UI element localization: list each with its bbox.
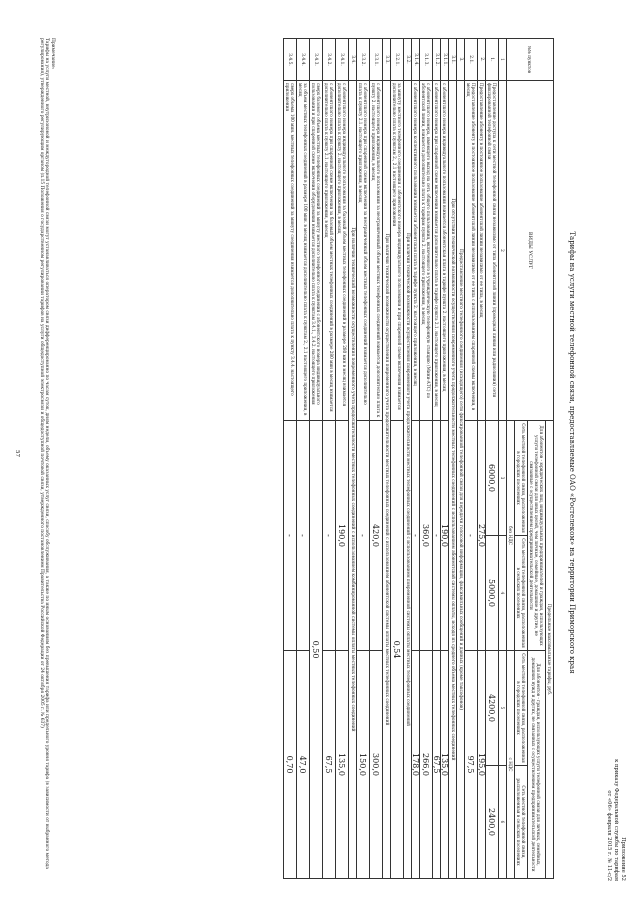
section-row xyxy=(457,39,465,879)
appendix-line-3: от «06» февраля 2015 г. № 11-с/2 xyxy=(606,790,612,881)
row-number: 3.4.2. xyxy=(323,39,336,81)
row-number: 2.1. xyxy=(465,39,478,81)
service-description: с абонентского номера индивидуального пользования взимается абонентская плата в тарифе пункта 2. настоящего приложения, в месяц xyxy=(441,81,449,421)
section-title: При наличии технической возможности осуществления повременного учета продолжительности местных телефонных соединений с использованием абонентской системы оплаты местных телефонных соединений xyxy=(383,81,391,879)
table-row xyxy=(478,39,486,879)
header-service: ВИДЫ УСЛУГ xyxy=(507,81,554,421)
tariff-value: - xyxy=(284,421,297,651)
row-number: 3.3.1. xyxy=(370,39,383,81)
tariff-value: - xyxy=(323,421,336,651)
column-index: 1 xyxy=(499,39,507,81)
tariff-value: - xyxy=(465,421,478,651)
service-description: с абонентского номера при спаренной схеме включения за неограниченный объем местных телефонных соединений взимается дополнительно плата к пункту 2.1. настоящего приложения, в месяц xyxy=(357,81,370,421)
row-number: 3.3.2. xyxy=(357,39,370,81)
tariff-value: 5000,0 xyxy=(486,536,499,651)
appendix-line-2: к приказу Федеральной службы по тарифам xyxy=(613,759,619,881)
service-description: с абонентского номера индивидуального пользования за базовый объем местных телефонных соединений в размере 280 мин в месяц взимается дополнительно плата к пункту 2. настоящего приложения, в месяц xyxy=(336,81,349,421)
table-row xyxy=(284,39,297,879)
column-index: 5 xyxy=(499,651,507,766)
page-number: 57 xyxy=(14,450,20,457)
header-tariffs: Предельные максимальные тарифы, руб. xyxy=(546,421,554,879)
service-description: сверх базового объема местных телефонных соединений за минуту местного телефонного соединения с абонентского номера индивидуального пользования и при спаренной схеме включения оборудования взимается дополнительно плата к пунктам 3.4.1., 3.4.2. настоящего приложения xyxy=(310,81,323,421)
header-network-rural-1: Сеть местной телефонной связи, расположенная в сельских поселениях xyxy=(515,536,528,651)
row-number: 3. xyxy=(457,39,465,81)
table-row xyxy=(412,39,420,879)
tariff-value: 190,0 xyxy=(441,421,449,651)
footnote-label: Примечание: xyxy=(50,38,55,70)
service-description: с абонентского номера при спаренной схеме включения взимается дополнительно плата в тарифе пункта 2.1. настоящего приложения, в месяц xyxy=(433,81,441,421)
header-network-urban-1: Сеть местной телефонной связи, расположенная в городских поселениях xyxy=(515,421,528,536)
table-body xyxy=(284,39,499,879)
tariff-value: - xyxy=(297,421,310,651)
row-number: 3.4.1. xyxy=(336,39,349,81)
row-number: 3.3. xyxy=(383,39,391,81)
header-no-vat: без НДС xyxy=(507,421,515,651)
table-row xyxy=(391,39,404,879)
row-number: 2. xyxy=(478,39,486,81)
appendix-note xyxy=(605,759,626,881)
service-description: Предоставление доступа к сети местной телефонной связи независимо от типа абонентской линии (проводная линия или радиолиния) сети фиксированной телефонной связи xyxy=(486,81,499,421)
header-group-legal: Для абонентов - юридических лиц, индивидуальных предпринимателей и граждан, использующих услуги телефонной связи для иных целей, чем личные, семейные, домашние и другие, не связанные с осуществлением предпринимательской деятельности xyxy=(528,421,546,651)
table-row xyxy=(297,39,310,879)
tariff-value: - xyxy=(433,421,441,651)
row-number: 3.1.4. xyxy=(412,39,420,81)
page-title: Тарифы на услуги местной телефонной связи, предоставляемые ОАО «Ростелеком» на территории Приморского края xyxy=(568,231,576,674)
section-row xyxy=(349,39,357,879)
footnote xyxy=(38,38,55,878)
service-description: Предоставление абоненту в постоянное пользование абонентской линии независимо от ее типа с использованием спаренной схемы включения, в месяц xyxy=(465,81,478,421)
row-number: 3.1. xyxy=(449,39,457,81)
tariff-value: 135,0 xyxy=(441,651,449,879)
table-row xyxy=(465,39,478,879)
table-row xyxy=(357,39,370,879)
tariff-value: 2400,0 xyxy=(486,766,499,879)
column-index: 2 xyxy=(499,81,507,421)
tariff-value: 0,54 xyxy=(391,421,404,879)
section-title: При отсутствии технической возможности осуществления повременного учета продолжительности местных телефонных соединений с использованием абонентской системы оплаты, исходя из среднего объема местных телефонных соединений xyxy=(449,81,457,879)
tariff-value: 420,0 xyxy=(370,421,383,651)
column-index: 4 xyxy=(499,536,507,651)
appendix-line-1: Приложение 52 xyxy=(620,837,626,881)
service-description: за минуту местного телефонного соединения с абонентского номера индивидуального пользования и при спаренной схеме включения взимается дополнительно плата к пунктам 2., 2.1 настоящего приложения xyxy=(391,81,404,421)
service-description: за объем местных телефонных соединений в размере 100 мин. в месяц взимается дополнительно плата к пунктам 2., 2.1 настоящего приложения, в месяц xyxy=(297,81,310,421)
table-row xyxy=(310,39,323,879)
table-row xyxy=(420,39,433,879)
tariff-value: 97,5 xyxy=(465,651,478,879)
table-row xyxy=(370,39,383,879)
header-group-citizens: Для абонентов - граждан, использующих услуги телефонной связи для личных, семейных, домашних нужд и других, не связанных с осуществлением предпринимательской деятельности xyxy=(528,651,546,879)
header-network-urban-2: Сеть местной телефонной связи, расположенная в городских поселениях xyxy=(515,651,528,766)
column-index: 6 xyxy=(499,766,507,879)
service-description: Предоставление абоненту в постоянное пользование абонентской линии независимо от ее типа, в месяц xyxy=(478,81,486,421)
column-index: 3 xyxy=(499,421,507,536)
row-number: 3.4.3. xyxy=(310,39,323,81)
tariff-value: 150,0 xyxy=(357,651,370,879)
service-description: с абонентского номера, имеющего выход на сеть общего пользования, включенного в учрежденческую телефонную станцию (Мини-АТС) по абонентской линии, взимается дополнительно плата к тарифам пункта 2. настоящего приложения, в месяц xyxy=(420,81,433,421)
tariff-value: 300,0 xyxy=(370,651,383,879)
section-row xyxy=(383,39,391,879)
row-number: 3.4.4. xyxy=(297,39,310,81)
service-description: с абонентского номера коллективного пользования взимается абонентская плата в тарифе пункта 2. настоящего приложения, в месяц xyxy=(412,81,420,421)
tariff-value: 360,0 xyxy=(420,421,433,651)
row-number: 3.2.1. xyxy=(391,39,404,81)
tariff-value: 195,0 xyxy=(478,651,486,879)
service-description: сверх объема 100 мин. местных телефонных соединений за минуту соединения взимается дополнительно плата к пункту 3.4.4. настоящего приложения xyxy=(284,81,297,421)
tariff-value: 67,5 xyxy=(433,651,441,879)
header-network-rural-2: Сеть местной телефонной связи, расположенная в сельских поселениях xyxy=(515,766,528,879)
row-number: 3.4.5. xyxy=(284,39,297,81)
row-number: 3.1.1. xyxy=(441,39,449,81)
tariff-value: - xyxy=(412,421,420,651)
row-number: 3.1.2. xyxy=(433,39,441,81)
tariff-value: 190,0 xyxy=(336,421,349,651)
row-number: 3.4. xyxy=(349,39,357,81)
row-number: 1. xyxy=(486,39,499,81)
tariff-value: 0,50 xyxy=(310,421,323,879)
tariff-value: 275,0 xyxy=(478,421,486,651)
footnote-text: Тарифы на услуги местной, внутризоновой и междугородной телефонной связи могут устанавливаться оператором связи дифференцированно по часам суток, дням недели, объему оказанных услуг связи, способу обслуживания, а также по иным основаниям без превышения тарифа или предельного уровня тарифа (в зависимости от выбранного метода регулирования), утвержденного регулирующим органом (п.15 Положения о государственном регулировании тарифов на услуги общедоступной электросвязи и общедоступной почтовой связи, утвержденного постановлением Правительства Российской Федерации от 24 октября 2005 г. № 637) xyxy=(38,38,50,870)
tariff-value: 0,70 xyxy=(284,651,297,879)
service-description: с абонентского номера при спаренной схеме включения за базовый объем местных телефонных соединений в размере 280 мин в месяц взимается дополнительно плата к пункту 2.1. настоящего приложения, в месяц xyxy=(323,81,336,421)
row-number: 3.1.3. xyxy=(420,39,433,81)
table-row xyxy=(486,39,499,879)
header-vat: с НДС xyxy=(507,651,515,879)
header-num: №№ пунктов xyxy=(507,39,554,81)
section-title: Предоставление местного телефонного соединения (исходящего) сети фиксированной телефонной связи для передачи голосовой информации, факсимильных сообщений и данных (кроме таксофонов) xyxy=(457,81,465,879)
tariff-table xyxy=(283,38,554,879)
tariff-value: 266,0 xyxy=(420,651,433,879)
tariff-value: 47,0 xyxy=(297,651,310,879)
row-number: 3.2. xyxy=(404,39,412,81)
section-title: При наличии технической возможности осуществления повременного учета продолжительности местных телефонных соединений с использованием комбинированной системы оплаты местных телефонных соединений xyxy=(349,81,357,879)
service-description: с абонентского номера индивидуального пользования за неограниченный объем местных телефонных соединений взимается дополнительно плата к пункту 2. настоящего приложения, в месяц xyxy=(370,81,383,421)
tariff-value: 6000,0 xyxy=(486,421,499,536)
table-row xyxy=(336,39,349,879)
table-row xyxy=(441,39,449,879)
tariff-value: 67,5 xyxy=(323,651,336,879)
section-row xyxy=(449,39,457,879)
tariff-value: 178,0 xyxy=(412,651,420,879)
tariff-value: 4200,0 xyxy=(486,651,499,766)
tariff-value: - xyxy=(357,421,370,651)
table-row xyxy=(323,39,336,879)
section-title: При наличии технической возможности осуществления повременного учета продолжительности местных телефонных соединений с использованием повременной системы оплаты местных телефонных соединений xyxy=(404,81,412,879)
tariff-value: 135,0 xyxy=(336,651,349,879)
